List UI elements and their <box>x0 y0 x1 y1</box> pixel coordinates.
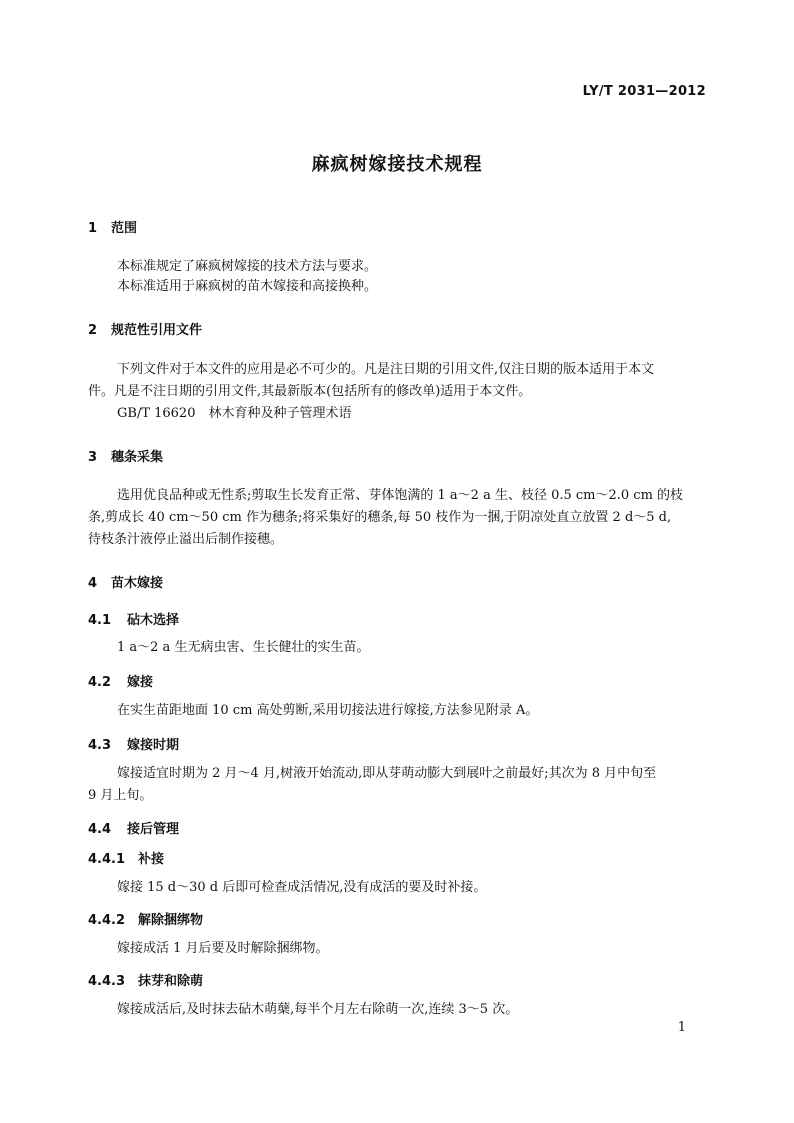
paragraph: 9 月上旬。 <box>88 788 153 803</box>
section-title: 补接 <box>138 852 165 867</box>
subsection-heading <box>88 671 153 690</box>
section-heading <box>88 572 163 591</box>
paragraph: 嫁接成活后,及时抹去砧木萌蘖,每半个月左右除萌一次,连续 3～5 次。 <box>117 1002 519 1017</box>
section-number: 1 <box>88 221 98 236</box>
paragraph: 嫁接 15 d～30 d 后即可检查成活情况,没有成活的要及时补接。 <box>117 880 487 895</box>
section-title: 范围 <box>111 221 138 236</box>
paragraph: 嫁接适宜时期为 2 月～4 月,树液开始流动,即从芽萌动膨大到展叶之前最好;其次为 8 月中旬至 <box>117 766 657 781</box>
section-number: 4.4.2 <box>88 913 126 928</box>
section-number: 4.4 <box>88 822 112 837</box>
section-title: 苗木嫁接 <box>111 576 164 591</box>
section-number: 4.2 <box>88 675 112 690</box>
section-number: 2 <box>88 323 98 338</box>
section-number: 3 <box>88 450 98 465</box>
section-heading <box>88 217 137 236</box>
subsubsection-heading <box>88 848 164 867</box>
paragraph: 待枝条汁液停止溢出后制作接穗。 <box>88 532 284 547</box>
section-title: 抹芽和除萌 <box>138 974 204 989</box>
subsection-heading <box>88 734 179 753</box>
document-title: 麻疯树嫁接技术规程 <box>311 154 483 175</box>
section-number: 4 <box>88 576 98 591</box>
section-number: 4.4.1 <box>88 852 126 867</box>
section-title: 穗条采集 <box>111 450 164 465</box>
section-title: 规范性引用文件 <box>111 323 203 338</box>
paragraph: 条,剪成长 40 cm～50 cm 作为穗条;将采集好的穗条,每 50 枝作为一捆,于阴凉处直立放置 2 d～5 d, <box>88 510 672 525</box>
page-number: 1 <box>677 1020 686 1035</box>
section-number: 4.3 <box>88 738 112 753</box>
section-title: 接后管理 <box>127 822 180 837</box>
section-heading <box>88 319 202 338</box>
subsection-heading <box>88 609 179 628</box>
standard-code: LY/T 2031—2012 <box>582 84 706 99</box>
paragraph: 本标准适用于麻疯树的苗木嫁接和高接换种。 <box>117 279 378 294</box>
subsubsection-heading <box>88 970 203 989</box>
paragraph: 选用优良品种或无性系;剪取生长发育正常、芽体饱满的 1 a～2 a 生、枝径 0.5 cm～2.0 cm 的枝 <box>117 488 684 503</box>
subsubsection-heading <box>88 909 203 928</box>
paragraph: 本标准规定了麻疯树嫁接的技术方法与要求。 <box>117 259 378 274</box>
section-heading <box>88 446 163 465</box>
section-title: 嫁接时期 <box>127 738 180 753</box>
subsection-heading <box>88 818 179 837</box>
section-title: 砧木选择 <box>127 613 180 628</box>
section-title: 解除捆绑物 <box>138 913 204 928</box>
paragraph: 在实生苗距地面 10 cm 高处剪断,采用切接法进行嫁接,方法参见附录 A。 <box>117 703 539 718</box>
section-title: 嫁接 <box>127 675 154 690</box>
paragraph: 下列文件对于本文件的应用是必不可少的。凡是注日期的引用文件,仅注日期的版本适用于本文 <box>117 362 655 377</box>
paragraph: 嫁接成活 1 月后要及时解除捆绑物。 <box>117 941 329 956</box>
section-number: 4.1 <box>88 613 112 628</box>
paragraph: 1 a～2 a 生无病虫害、生长健壮的实生苗。 <box>117 640 370 655</box>
section-number: 4.4.3 <box>88 974 126 989</box>
reference-item: GB/T 16620 林木育种及种子管理术语 <box>117 406 352 421</box>
paragraph: 件。凡是不注日期的引用文件,其最新版本(包括所有的修改单)适用于本文件。 <box>88 384 532 399</box>
